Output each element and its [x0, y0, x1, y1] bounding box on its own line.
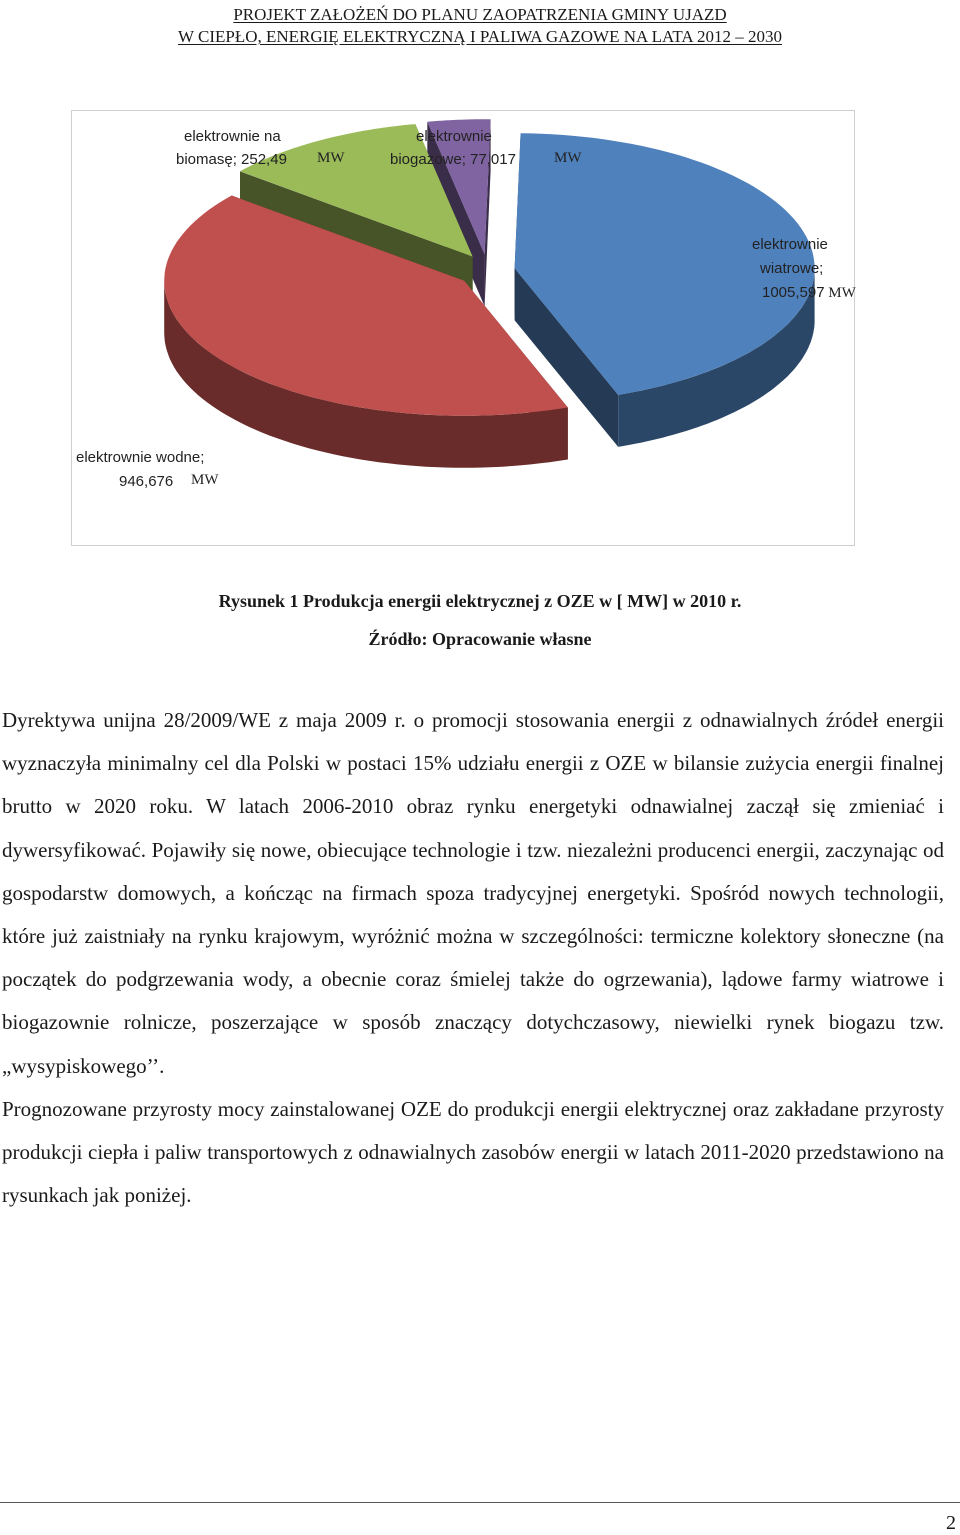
label-wodne-2: 946,676: [119, 473, 174, 490]
body-text: [2, 699, 944, 1217]
pie-slices: [164, 119, 814, 468]
footer-divider: [0, 1502, 960, 1503]
label-wiatr-1: elektrownie: [752, 236, 828, 253]
label-wiatr-2: wiatrowe;: [760, 260, 824, 277]
paragraph-2: Prognozowane przyrosty mocy zainstalowanej OZE do produkcji energii elektrycznej oraz zakładane przyrosty produkcji ciepła i paliw transportowych z odnawialnych zasobów energii w latach 2011-2020 przedstawiono na rysunkach jak poniżej.: [2, 1096, 944, 1208]
pie-chart-svg: [72, 111, 856, 547]
header-line-1: PROJEKT ZAŁOŻEŃ DO PLANU ZAOPATRZENIA GMINY UJAZD: [233, 5, 727, 24]
pie-chart: [71, 110, 855, 546]
label-wodne-1: elektrownie wodne;: [76, 449, 205, 466]
label-biogaz-1: elektrownie: [416, 128, 492, 145]
header-line-2: W CIEPŁO, ENERGIĘ ELEKTRYCZNĄ I PALIWA GAZOWE NA LATA 2012 – 2030: [178, 27, 782, 46]
label-wiatr-3: 1005,597: [762, 284, 825, 301]
label-biogaz-2: biogazowe; 77,017: [390, 151, 516, 168]
label-biogaz-unit: MW: [554, 150, 582, 166]
label-biomasa-1: elektrownie na: [184, 128, 281, 145]
page-number: 2: [946, 1512, 956, 1534]
figure-source: Źródło: Opracowanie własne: [368, 629, 592, 649]
page-header: [0, 4, 960, 48]
label-wiatr-unit: MW: [828, 285, 856, 301]
label-wodne-unit: MW: [191, 472, 219, 488]
figure-caption: Rysunek 1 Produkcja energii elektrycznej z OZE w [ MW] w 2010 r.: [218, 591, 742, 611]
label-biomasa-unit: MW: [317, 150, 345, 166]
label-biomasa-2: biomasę; 252,49: [176, 151, 287, 168]
paragraph-1: Dyrektywa unijna 28/2009/WE z maja 2009 r. o promocji stosowania energii z odnawialnych źródeł energii wyznaczyła minimalny cel dla Polski w postaci 15% udziału energii z OZE w bilansie zużycia energii finalnej brutto w 2020 roku. W latach 2006-2010 obraz rynku energetyki odnawialnej zaczął się zmieniać i dywersyfikować. Pojawiły się nowe, obiecujące technologie i tzw. niezależni producenci energii, zaczynając od gospodarstw domowych, a kończąc na firmach spoza tradycyjnej energetyki. Spośród nowych technologii, które już zaistniały na rynku krajowym, wyróżnić można w szczególności: termiczne kolektory słoneczne (na początek do podgrzewania wody, a obecnie coraz śmielej także do ogrzewania), lądowe farmy wiatrowe i biogazownie rolnicze, poszerzające w sposób znaczący dotychczasowy, niewielki rynek biogazu tzw. „wysypiskowego’’.: [2, 708, 944, 1078]
